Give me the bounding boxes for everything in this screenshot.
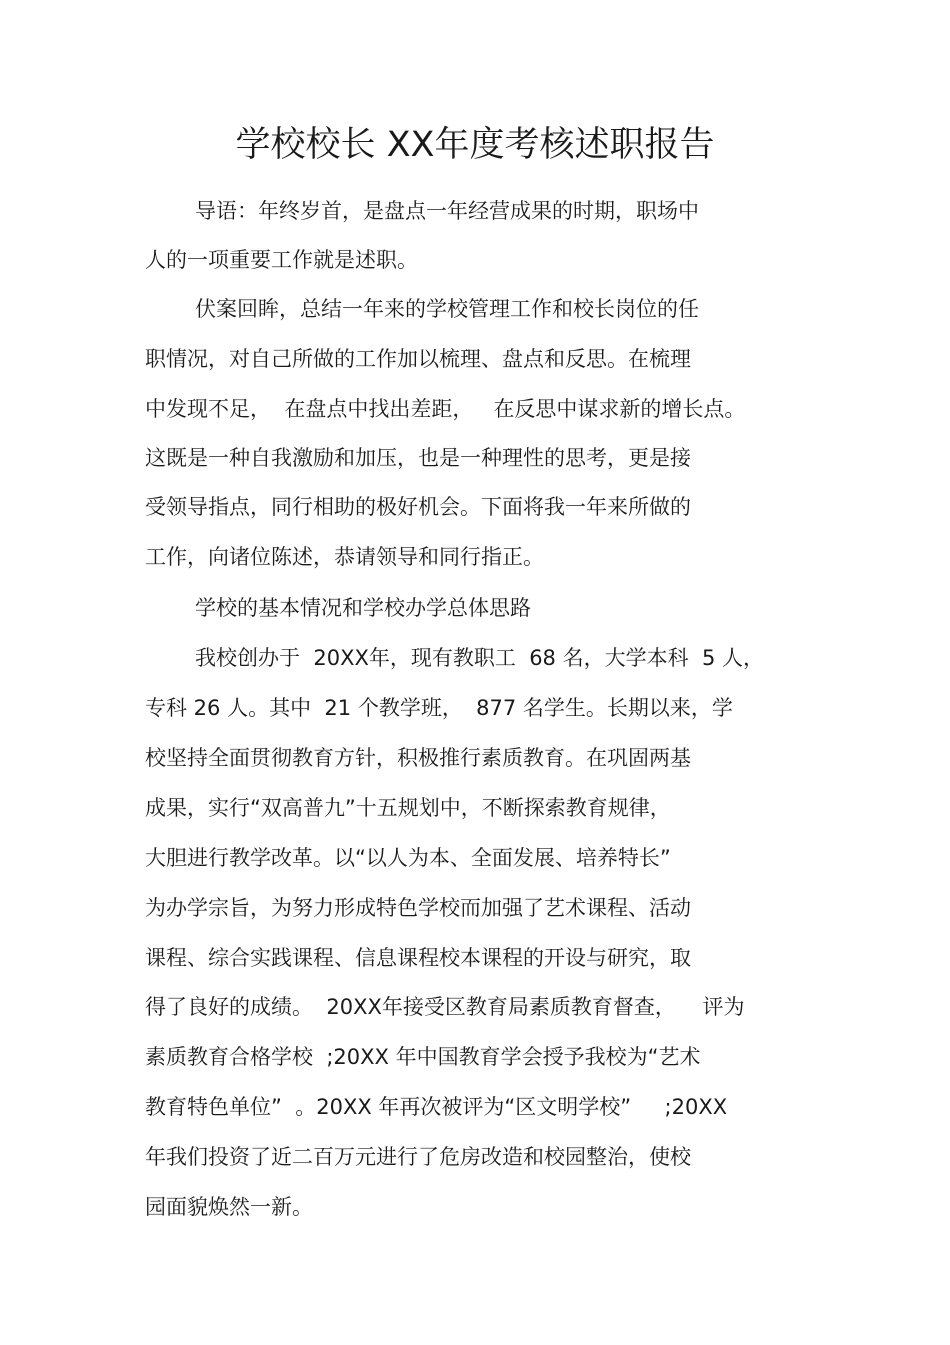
paragraph-line: 年我们投资了近二百万元进行了危房改造和校园整治，使校 xyxy=(145,1145,691,1169)
paragraph-line: 人的一项重要工作就是述职。 xyxy=(145,248,418,272)
paragraph-line: 为办学宗旨，为努力形成特色学校而加强了艺术课程、活动 xyxy=(145,896,691,920)
paragraph-line: 得了良好的成绩。 20XX年接受区教育局素质教育督查， 评为 xyxy=(145,995,745,1019)
paragraph-line: 大胆进行教学改革。以“以人为本、全面发展、培养特长” xyxy=(145,846,671,870)
paragraph-line: 伏案回眸，总结一年来的学校管理工作和校长岗位的任 xyxy=(195,297,699,321)
paragraph-line: 职情况，对自己所做的工作加以梳理、盘点和反思。在梳理 xyxy=(145,347,691,371)
paragraph-line: 中发现不足， 在盘点中找出差距， 在反思中谋求新的增长点。 xyxy=(145,397,746,421)
paragraph-line: 受领导指点，同行相助的极好机会。下面将我一年来所做的 xyxy=(145,495,691,519)
paragraph-line: 园面貌焕然一新。 xyxy=(145,1195,313,1219)
paragraph-line: 专科 26 人。其中 21 个教学班， 877 名学生。长期以来，学 xyxy=(145,696,733,720)
paragraph-line: 成果，实行“双高普九”十五规划中，不断探索教育规律， xyxy=(145,796,671,820)
paragraph-line: 素质教育合格学校 ;20XX 年中国教育学会授予我校为“艺术 xyxy=(145,1045,701,1069)
paragraph-line: 工作，向诸位陈述，恭请领导和同行指正。 xyxy=(145,545,544,569)
paragraph-line: 导语：年终岁首，是盘点一年经营成果的时期，职场中 xyxy=(195,199,699,223)
paragraph-line: 校坚持全面贯彻教育方针，积极推行素质教育。在巩固两基 xyxy=(145,746,691,770)
paragraph-line: 我校创办于 20XX年，现有教职工 68 名，大学本科 5 人， xyxy=(195,646,764,670)
paragraph-line: 课程、综合实践课程、信息课程校本课程的开设与研究，取 xyxy=(145,946,691,970)
paragraph-line: 教育特色单位” 。20XX 年再次被评为“区文明学校” ;20XX xyxy=(145,1095,728,1119)
section-heading: 学校的基本情况和学校办学总体思路 xyxy=(195,596,531,620)
paragraph-line: 这既是一种自我激励和加压，也是一种理性的思考，更是接 xyxy=(145,446,691,470)
document-title: 学校校长 XX年度考核述职报告 xyxy=(235,125,715,165)
